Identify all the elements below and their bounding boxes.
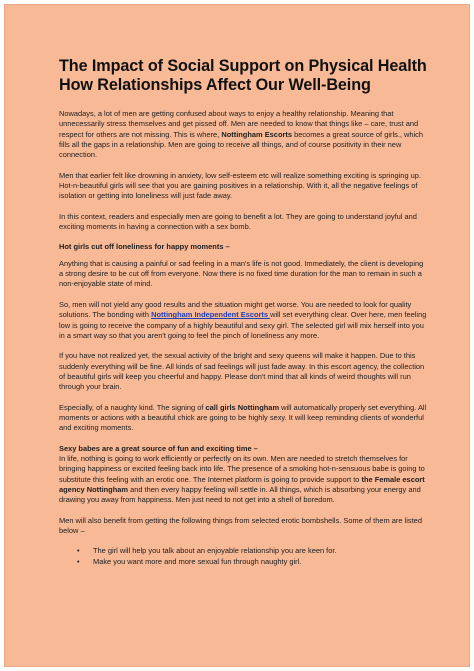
heading-fun-text: Sexy babes are a great source of fun and exciting time – — [59, 443, 258, 453]
document-title: The Impact of Social Support on Physical Health How Relationships Affect Our Well-Being — [59, 57, 427, 94]
bullet-icon: • — [77, 546, 80, 556]
independent-escorts-link[interactable]: Nottingham Independent Escorts — [151, 310, 271, 320]
paragraph-painful: Anything that is causing a painful or sad feeling in a man's life is not good. Immediately, the client is developing a strong desire to be cut off from everyone. Now there is no fixed time duration for the man to remain in such a non-enjoyable state of mind. — [59, 258, 424, 289]
paragraph-naughty — [59, 403, 429, 434]
paragraph-realize: If you have not realized yet, the sexual activity of the bright and sexy queens will make it happen. Due to this suddenly everything will be fine. All kinds of sad feelings will just fade away. In this escort agency, the collection of beautiful girls will keep you cheerful and happy. Please don't mind that all kinds of weird thoughts will run through your brain. — [59, 351, 425, 392]
paragraph-naughty-text-a: Especially, of a naughty kind. The signing of — [59, 402, 206, 412]
paragraph-life-text-b: and then every happy feeling will settle in. All things, which is absorbing your energy and drawing you away from happiness. Men just need to not get into a shell of boredom. — [59, 484, 421, 505]
paragraph-solutions — [59, 300, 429, 341]
list-item-text: Make you want more and more sexual fun through naughty girl. — [93, 556, 302, 566]
bullet-icon: • — [77, 556, 80, 566]
document-content — [59, 57, 429, 567]
paragraph-naughty-text-b: will automatically properly set everything. All moments or actions with a beautiful chick are going to be highly sexy. It will keep reminding clients of wonderful and exciting moments. — [59, 402, 427, 433]
paragraph-anxiety: Men that earlier felt like drowning in anxiety, low self-esteem etc will realize something exciting is springing up. Hot-n-beautiful girls will see that you are gaining positives in a relationship. With it, all the negative feelings of isolation or getting into loneliness will just fade away. — [59, 170, 421, 201]
paragraph-life-text-a: In life, nothing is going to work efficiently or perfectly on its own. Men are needed to stretch themselves for bringing happiness or excited feeling back into life. The presence of a smoking hot-n-sensuous babe is going to substitute this feeling with an erotic one. The Internet platform is going to provide support to — [59, 453, 425, 484]
paragraph-context: In this context, readers and especially men are going to benefit a lot. They are going to understand joyful and exciting moments in having a connection with a sex bomb. — [59, 211, 417, 232]
heading-loneliness — [59, 242, 429, 252]
paragraph-solutions-text-b: will set everything clear. Over here, men feeling low is going to receive the company of a highly beautiful and sexy girl. The selected girl will mix herself into you in a smart way so that you aren't going to feel the pinch of loneliness any more. — [59, 310, 427, 340]
paragraph-intro-text-a: Nowadays, a lot of men are getting confused about ways to enjoy a healthy relationship. Meaning that unnecessarily stress themselves and get pissed off. Men are needed to know that things like – care, trust and respect for others are not missing. This is where, — [59, 109, 419, 139]
keyword-call-girls: call girls Nottingham — [205, 402, 280, 412]
list-item — [77, 556, 429, 568]
keyword-nottingham-escorts: Nottingham Escorts — [221, 129, 292, 139]
paragraph-solutions-text-a: So, men will not yield any good results and the situation might get worse. You are needed to look for quality solutions. The bonding with — [59, 299, 412, 320]
document-page — [4, 4, 470, 667]
list-item-text: The girl will help you talk about an enjoyable relationship you are keen for. — [93, 546, 337, 556]
paragraph-intro — [59, 109, 429, 161]
heading-fun — [59, 444, 429, 454]
keyword-female-escort-agency: the Female escort agency Nottingham — [59, 474, 425, 494]
list-item — [77, 546, 429, 557]
paragraph-benefits: Men will also benefit from getting the following things from selected erotic bombshells. Some of them are listed below – — [59, 515, 422, 535]
paragraph-intro-text-b: becomes a great source of girls., which fills all the gaps in a relationship. Men are going to receive all things, and of course positivity in their new connection. — [59, 129, 424, 160]
paragraph-life — [59, 454, 429, 506]
benefits-list — [59, 546, 429, 567]
heading-loneliness-text: Hot girls cut off loneliness for happy moments – — [59, 242, 230, 252]
